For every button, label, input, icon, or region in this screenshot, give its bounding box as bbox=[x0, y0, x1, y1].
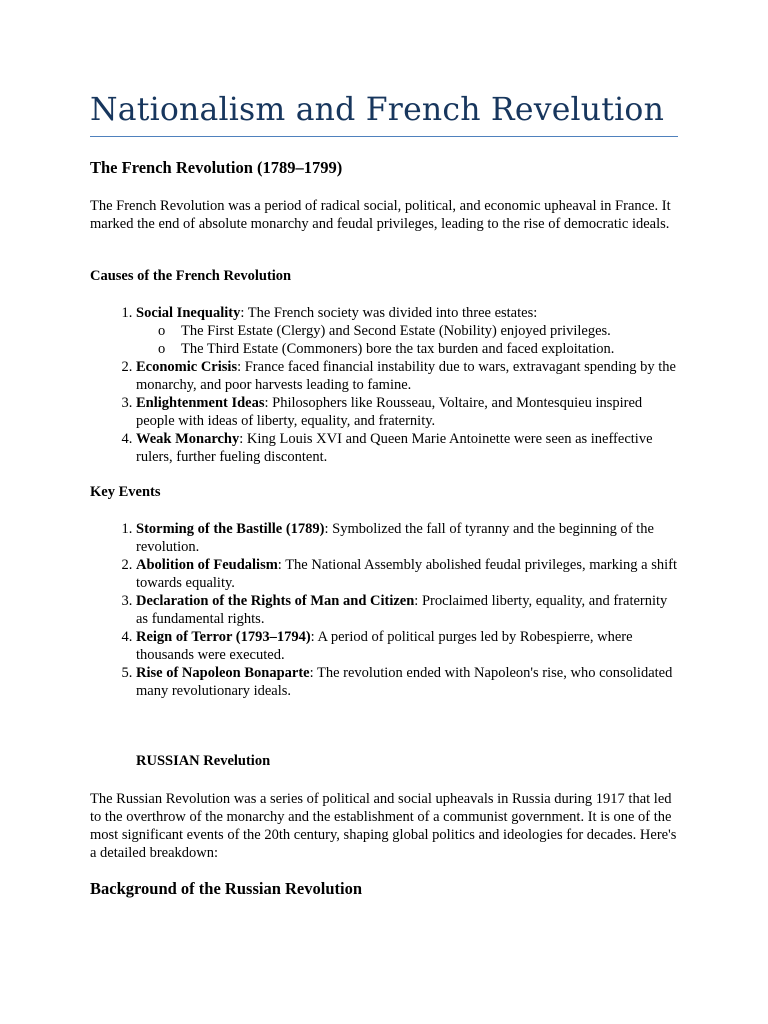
russian-revolution-heading: RUSSIAN Revelution bbox=[136, 753, 271, 769]
list-item bbox=[136, 664, 680, 700]
sublist-item: o The Third Estate (Commoners) bore the tax burden and faced exploitation. bbox=[158, 341, 615, 357]
cause-text: : France faced financial instability due to wars, extravagant spending by the monarchy, and poor harvests leading to famine. bbox=[136, 359, 676, 393]
causes-heading: Causes of the French Revolution bbox=[90, 268, 292, 284]
event-text: : The National Assembly abolished feudal privileges, marking a shift towards equality. bbox=[136, 557, 677, 591]
list-item bbox=[136, 520, 680, 556]
event-term: Abolition of Feudalism bbox=[136, 557, 278, 573]
event-text: : Proclaimed liberty, equality, and fraternity as fundamental rights. bbox=[136, 593, 668, 627]
circle-bullet-icon: o bbox=[158, 323, 166, 339]
cause-term: Social Inequality bbox=[136, 305, 241, 321]
sublist-item: o The First Estate (Clergy) and Second Estate (Nobility) enjoyed privileges. bbox=[158, 323, 611, 339]
cause-term: Weak Monarchy bbox=[136, 431, 240, 447]
event-text: : Symbolized the fall of tyranny and the beginning of the revolution. bbox=[136, 521, 654, 555]
causes-list bbox=[90, 304, 680, 466]
french-revolution-intro: The French Revolution was a period of radical social, political, and economic upheaval in France. It marked the end of absolute monarchy and feudal privileges, leading to the rise of democratic ideals. bbox=[90, 198, 671, 232]
event-text: : The revolution ended with Napoleon's rise, who consolidated many revolutionary ideals. bbox=[136, 665, 673, 699]
list-item bbox=[136, 394, 680, 430]
list-item bbox=[136, 628, 680, 664]
event-text: : A period of political purges led by Robespierre, where thousands were executed. bbox=[136, 629, 633, 663]
estates-sublist bbox=[136, 322, 680, 358]
event-term: Rise of Napoleon Bonaparte bbox=[136, 665, 310, 681]
list-item bbox=[136, 304, 680, 358]
event-term: Declaration of the Rights of Man and Citizen bbox=[136, 593, 415, 609]
circle-bullet-icon: o bbox=[158, 341, 166, 357]
list-item bbox=[136, 430, 680, 466]
key-events-list bbox=[90, 520, 680, 700]
list-item bbox=[136, 556, 680, 592]
event-term: Storming of the Bastille (1789) bbox=[136, 521, 325, 537]
cause-text: : King Louis XVI and Queen Marie Antoinette were seen as ineffective rulers, further fueling discontent. bbox=[136, 431, 653, 465]
list-item bbox=[136, 592, 680, 628]
cause-text: : Philosophers like Rousseau, Voltaire, and Montesquieu inspired people with ideas of liberty, equality, and fraternity. bbox=[136, 395, 643, 429]
french-revolution-heading: The French Revolution (1789–1799) bbox=[90, 158, 343, 177]
russian-background-heading: Background of the Russian Revolution bbox=[90, 879, 363, 898]
event-term: Reign of Terror (1793–1794) bbox=[136, 629, 311, 645]
cause-term: Economic Crisis bbox=[136, 359, 238, 375]
russian-revolution-intro: The Russian Revolution was a series of political and social upheavals in Russia during 1917 that led to the overthrow of the monarchy and the establishment of a communist government. It is one of the most significant events of the 20th century, shaping global politics and ideologies for decades. Here's a detailed breakdown: bbox=[90, 791, 677, 861]
list-item bbox=[136, 358, 680, 394]
key-events-heading: Key Events bbox=[90, 484, 161, 500]
cause-text: : The French society was divided into three estates: bbox=[240, 305, 538, 321]
document-title: Nationalism and French Revelution bbox=[90, 92, 678, 137]
cause-term: Enlightenment Ideas bbox=[136, 395, 265, 411]
